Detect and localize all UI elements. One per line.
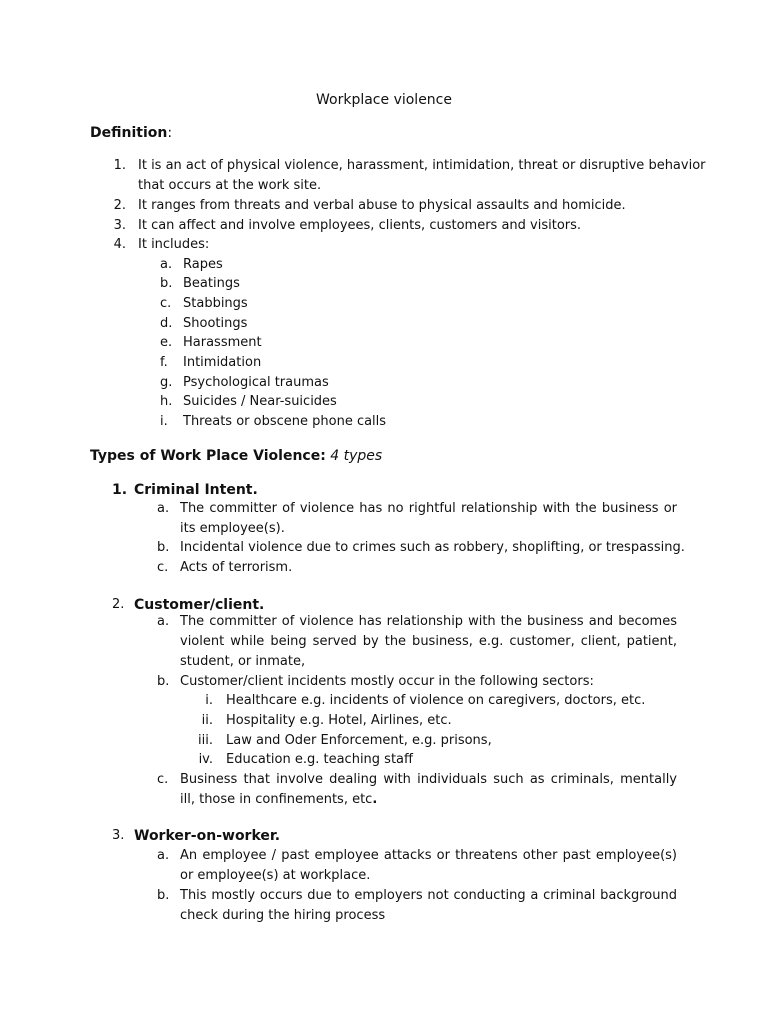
item-text: The committer of violence has no rightful relationship with the business or its employee(s). [180, 501, 677, 536]
section-number: 3. [112, 828, 125, 843]
sector-item: Hospitality e.g. Hotel, Airlines, etc. [226, 713, 452, 728]
item-letter: a. [157, 614, 170, 629]
sublist-item: Rapes [183, 257, 223, 272]
sublist-item: Beatings [183, 276, 240, 291]
definition-colon: : [167, 125, 173, 141]
list-item-text: It can affect and involve employees, clients, customers and visitors. [138, 218, 582, 233]
types-label: Types of Work Place Violence: [90, 448, 326, 464]
list-number: 1. [113, 158, 126, 173]
item-letter: a. [157, 501, 170, 516]
section-number: 2. [112, 597, 125, 612]
sublist-item: Harassment [183, 335, 262, 350]
list-item-text-cont: that occurs at the work site. [138, 178, 322, 193]
sector-item: Healthcare e.g. incidents of violence on caregivers, doctors, etc. [226, 693, 646, 708]
item-text-container [180, 770, 677, 810]
sublist-item: Threats or obscene phone calls [183, 414, 387, 429]
section-title: Criminal Intent. [134, 482, 258, 498]
section-title: Customer/client. [134, 597, 265, 613]
sublist-letter: g. [160, 375, 173, 390]
item-letter: c. [157, 772, 169, 787]
roman-numeral: i. [205, 693, 213, 708]
roman-numeral: iv. [198, 752, 213, 767]
list-number: 3. [113, 218, 126, 233]
item-end-period: . [372, 792, 378, 807]
item-text: An employee / past employee attacks or threatens other past employee(s) or employee(s) at workplace. [180, 848, 677, 883]
item-text: Customer/client incidents mostly occur in the following sectors: [180, 674, 594, 689]
sublist-item: Intimidation [183, 355, 262, 370]
sublist-letter: d. [160, 316, 173, 331]
item-letter: b. [157, 674, 170, 689]
list-item-text: It includes: [138, 237, 210, 252]
sublist-item: Psychological traumas [183, 375, 329, 390]
list-item-text: It ranges from threats and verbal abuse to physical assaults and homicide. [138, 198, 626, 213]
sublist-letter: e. [160, 335, 173, 350]
list-item-text: It is an act of physical violence, harassment, intimidation, threat or disruptive behavior [138, 158, 706, 173]
types-count: 4 types [330, 448, 383, 464]
section-number: 1. [112, 482, 128, 498]
sublist-letter: i. [160, 414, 168, 429]
item-letter: a. [157, 848, 170, 863]
sublist-letter: f. [160, 355, 168, 370]
item-text: This mostly occurs due to employers not conducting a criminal background check during the hiring process [180, 888, 677, 923]
page-title: Workplace violence [316, 92, 452, 108]
sublist-letter: c. [160, 296, 172, 311]
sector-item: Law and Oder Enforcement, e.g. prisons, [226, 733, 492, 748]
roman-numeral: iii. [198, 733, 213, 748]
sublist-letter: b. [160, 276, 173, 291]
types-heading [90, 448, 382, 464]
item-text: Acts of terrorism. [180, 560, 293, 575]
item-letter: b. [157, 540, 170, 555]
sublist-letter: a. [160, 257, 173, 272]
item-letter: b. [157, 888, 170, 903]
definition-heading [90, 125, 172, 141]
roman-numeral: ii. [201, 713, 213, 728]
section-title: Worker-on-worker. [134, 828, 281, 844]
item-text: The committer of violence has relationship with the business and becomes violent while being served by the business, e.g. customer, client, patient, student, or inmate, [180, 614, 677, 669]
sublist-letter: h. [160, 394, 173, 409]
definition-label: Definition [90, 125, 168, 141]
list-number: 2. [113, 198, 126, 213]
sublist-item: Suicides / Near-suicides [183, 394, 337, 409]
item-letter: c. [157, 560, 169, 575]
item-text: Business that involve dealing with individuals such as criminals, mentally ill, those in confinements, etc [180, 772, 677, 807]
sublist-item: Shootings [183, 316, 248, 331]
sublist-item: Stabbings [183, 296, 248, 311]
list-number: 4. [113, 237, 126, 252]
item-text: Incidental violence due to crimes such as robbery, shoplifting, or trespassing. [180, 540, 685, 555]
sector-item: Education e.g. teaching staff [226, 752, 413, 767]
